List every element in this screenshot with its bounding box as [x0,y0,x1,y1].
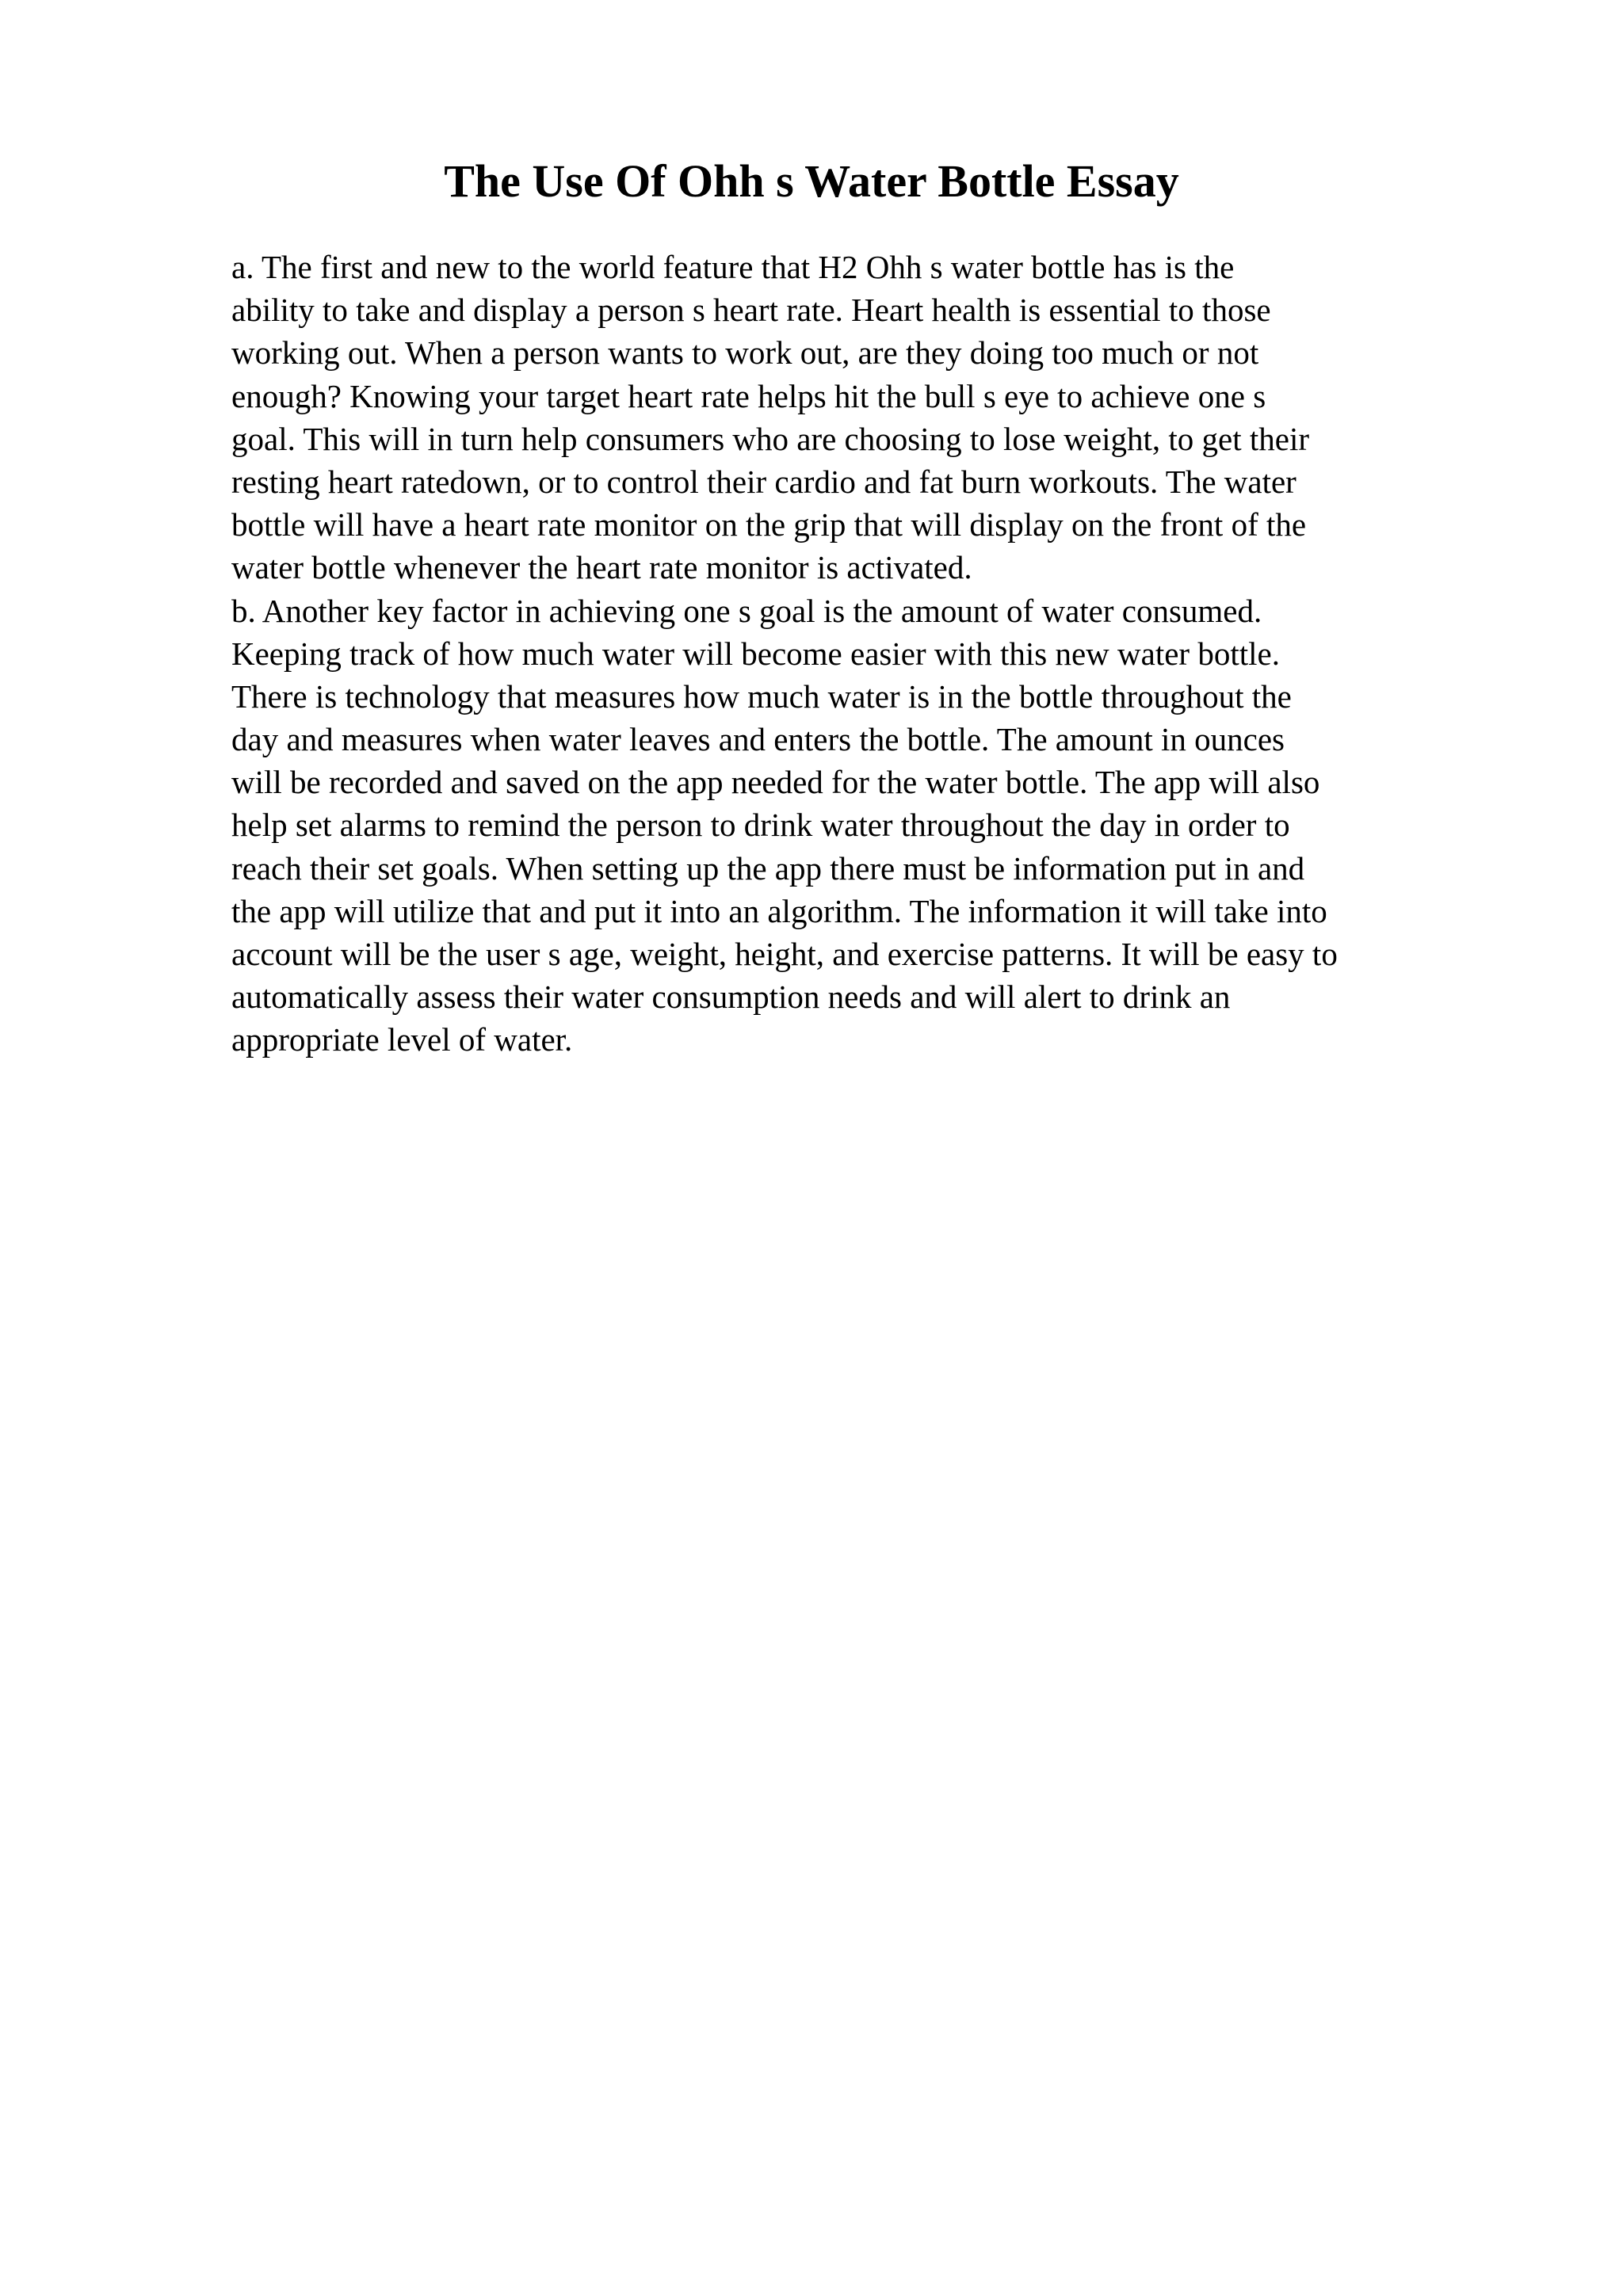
body-line: bottle will have a heart rate monitor on the grip that will display on the front of the [231,506,1307,543]
body-line: b. Another key factor in achieving one s goal is the amount of water consumed. [231,592,1262,629]
body-line: reach their set goals. When setting up the app there must be information put in and [231,849,1305,887]
body-line: a. The first and new to the world feature that H2 Ohh s water bottle has is the [231,249,1235,285]
body-line: There is technology that measures how much water is in the bottle throughout the [231,677,1292,715]
body-line: help set alarms to remind the person to drink water throughout the day in order to [231,807,1290,844]
body-line: will be recorded and saved on the app needed for the water bottle. The app will also [231,764,1320,801]
body-line: Keeping track of how much water will become easier with this new water bottle. [231,635,1280,672]
essay-body [231,246,1515,1062]
body-line: enough? Knowing your target heart rate helps hit the bull s eye to achieve one s [231,377,1266,414]
document-title: The Use Of Ohh s Water Bottle Essay [444,155,1179,207]
body-line: the app will utilize that and put it into an algorithm. The information it will take into [231,892,1327,929]
body-line: appropriate level of water. [231,1021,573,1058]
body-line: water bottle whenever the heart rate monitor is activated. [231,549,972,586]
body-line: resting heart ratedown, or to control their cardio and fat burn workouts. The water [231,463,1296,500]
body-line: account will be the user s age, weight, height, and exercise patterns. It will be easy to [231,936,1338,972]
body-line: goal. This will in turn help consumers who are choosing to lose weight, to get their [231,420,1309,457]
body-line: ability to take and display a person s heart rate. Heart health is essential to those [231,292,1271,329]
body-line: day and measures when water leaves and enters the bottle. The amount in ounces [231,721,1285,758]
body-line: working out. When a person wants to work out, are they doing too much or not [231,334,1259,372]
body-line: automatically assess their water consumption needs and will alert to drink an [231,978,1231,1016]
